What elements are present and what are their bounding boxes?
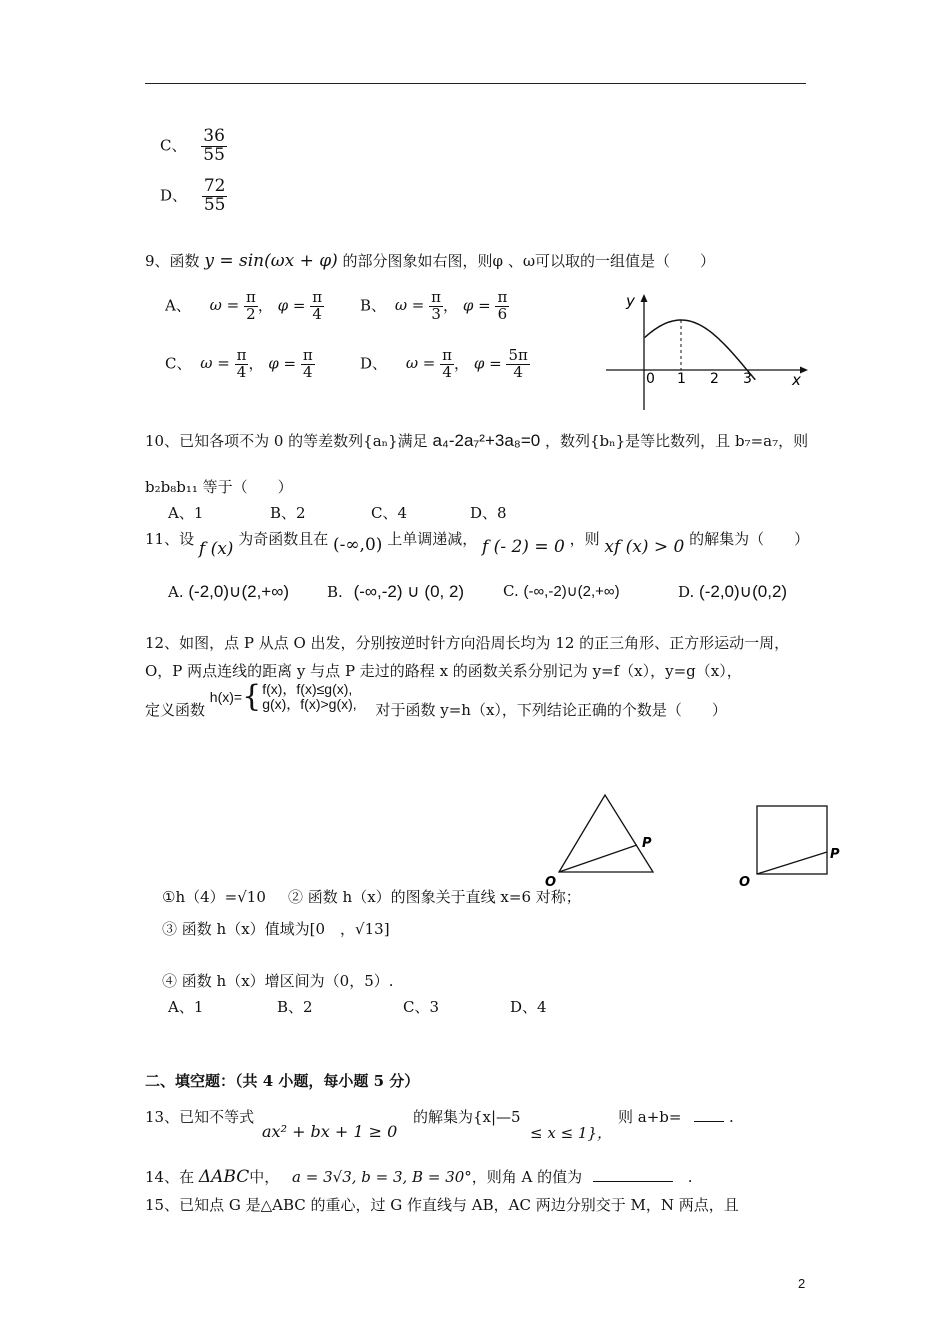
tick-label: 0 xyxy=(646,371,655,387)
q12-line2: O，P 两点连线的距离 y 与点 P 走过的路程 x 的函数关系分别记为 y=f（x），y=g（x）， xyxy=(145,662,742,680)
y-axis-arrow xyxy=(641,294,648,302)
q9-function: y = sin(ωx + φ) xyxy=(204,251,338,271)
q13: 13、已知不等式 xyxy=(145,1108,255,1126)
square xyxy=(757,806,827,874)
fraction: $\frac{\pi}{3}$ xyxy=(431,288,442,323)
q9-option-a: A、 ω = $\frac{\pi}{2}$ ， φ = $\frac{\pi}{4}$ xyxy=(165,288,323,323)
q11-option-c: C. (-∞,-2)∪(2,+∞) xyxy=(503,582,620,600)
fraction: $\frac{\pi}{4}$ xyxy=(312,288,323,323)
q9-option-b: B、 ω = $\frac{\pi}{3}$ ， φ = $\frac{\pi}{6}$ xyxy=(360,288,508,323)
x-axis-label: x xyxy=(792,371,801,389)
q11-option-d: D. (-2,0)∪(0,2) xyxy=(678,582,788,601)
fraction: $\frac{5\pi}{4}$ xyxy=(508,346,528,381)
segment-OP xyxy=(559,845,637,872)
fraction: $\frac{\pi}{6}$ xyxy=(497,288,508,323)
q12-triangle-figure xyxy=(545,790,665,890)
q12-line3: 定义函数 h(x)= { f(x)，f(x)≤g(x), g(x)，f(x)>g(x), 对于函数 y=h（x），下列结论正确的个数是（ ） xyxy=(145,679,727,720)
tick-label: 1 xyxy=(677,371,686,387)
q10-formula: a₄-2a₇²+3a₈=0 xyxy=(432,431,541,450)
option-label: D、 xyxy=(160,186,188,205)
q11-option-a: A. (-2,0)∪(2,+∞) xyxy=(168,582,289,601)
point-O-label: O xyxy=(739,875,751,890)
point-P-label: P xyxy=(642,836,652,851)
fraction: $\frac{72}{55}$ xyxy=(203,176,226,215)
point-P-label: P xyxy=(830,847,840,862)
q12-statement-3: ③ 函数 h（x）值域为[0 ，√13] xyxy=(162,920,390,938)
header-rule xyxy=(145,83,806,84)
q13-solution-set-cont: ≤ x ≤ 1}， xyxy=(530,1124,612,1142)
q13-question: 则 a+b= . xyxy=(618,1108,734,1126)
tick-label: 3 xyxy=(743,371,752,387)
q11-stem: 11、设 f (x) 为奇函数且在 (-∞,0) 上单调递减， f (- 2) = 0 ，则 xf (x) > 0 的解集为（ ） xyxy=(145,530,810,559)
option-label: C、 xyxy=(160,136,187,155)
q12-line1: 12、如图，点 P 从点 O 出发，分别按逆时针方向沿周长均为 12 的正三角形、正方形运动一周， xyxy=(145,634,790,652)
q10-option-a: A、1 xyxy=(168,504,204,522)
q10-option-d: D、8 xyxy=(470,504,507,522)
fraction: $\frac{\pi}{4}$ xyxy=(236,346,247,381)
q11-option-b: B. (-∞,-2) ∪ (0, 2) xyxy=(327,582,465,601)
q12-option-c: C、3 xyxy=(403,998,440,1016)
fraction: $\frac{\pi}{4}$ xyxy=(442,346,453,381)
q9-option-d: D、 ω = $\frac{\pi}{4}$ ， φ = $\frac{5\pi}{4}$ xyxy=(360,346,528,381)
segment-OP xyxy=(757,852,827,874)
point-O-label: O xyxy=(545,875,557,890)
answer-blank[interactable] xyxy=(593,1181,673,1182)
q10-line1: 10、已知各项不为 0 的等差数列{aₙ}满足 a₄-2a₇²+3a₈=0 ，数列{bₙ}是等比数列，且 b₇=a₇，则 xyxy=(145,431,809,450)
fraction: $\frac{36}{55}$ xyxy=(203,126,225,165)
q14: 14、在 ΔABC中， a = 3√3, b = 3, B = 30°，则角 A 的值为 . xyxy=(145,1167,693,1187)
q10-line2: b₂b₈b₁₁ 等于（ ） xyxy=(145,478,293,496)
q13-inequality: ax² + bx + 1 ≥ 0 xyxy=(262,1122,398,1141)
fraction: $\frac{\pi}{4}$ xyxy=(302,346,313,381)
section-title: 二、填空题：（共 4 小题，每小题 5 分） xyxy=(145,1072,420,1090)
q12-statement-2: ② 函数 h（x）的图象关于直线 x=6 对称； xyxy=(288,888,581,906)
equilateral-triangle xyxy=(559,795,653,872)
page-number: 2 xyxy=(798,1276,806,1291)
tick-label: 2 xyxy=(710,371,719,387)
q13-solution-set: 的解集为{x|—5 xyxy=(413,1108,521,1126)
q10-option-c: C、4 xyxy=(371,504,408,522)
q12-piecewise-definition: h(x)= { f(x)，f(x)≤g(x), g(x)，f(x)>g(x), xyxy=(209,679,357,715)
q15: 15、已知点 G 是△ABC 的重心，过 G 作直线与 AB，AC 两边分别交于 M，N 两点，且 xyxy=(145,1196,739,1214)
q9-sine-graph xyxy=(600,290,815,415)
q10-option-b: B、2 xyxy=(270,504,306,522)
q12-option-d: D、4 xyxy=(510,998,547,1016)
q12-statement-4: ④ 函数 h（x）增区间为（0，5）. xyxy=(162,972,394,990)
q8-option-d xyxy=(160,178,227,215)
q12-square-figure xyxy=(735,800,845,890)
q8-option-c xyxy=(160,128,227,165)
q12-statement-1: ①h（4）=√10 xyxy=(162,888,266,906)
q12-option-b: B、2 xyxy=(277,998,313,1016)
fraction: $\frac{\pi}{2}$ xyxy=(245,288,256,323)
x-axis-arrow xyxy=(800,367,808,374)
y-axis-label: y xyxy=(626,292,635,310)
q9-stem: 9、函数 y = sin(ωx + φ) 的部分图象如右图，则φ 、ω可以取的一组值是（ ） xyxy=(145,251,716,271)
answer-blank[interactable] xyxy=(694,1121,724,1122)
sine-curve xyxy=(645,320,756,380)
q9-option-c: C、 ω = $\frac{\pi}{4}$ ， φ = $\frac{\pi}{4}$ xyxy=(165,346,313,381)
q12-option-a: A、1 xyxy=(168,998,204,1016)
